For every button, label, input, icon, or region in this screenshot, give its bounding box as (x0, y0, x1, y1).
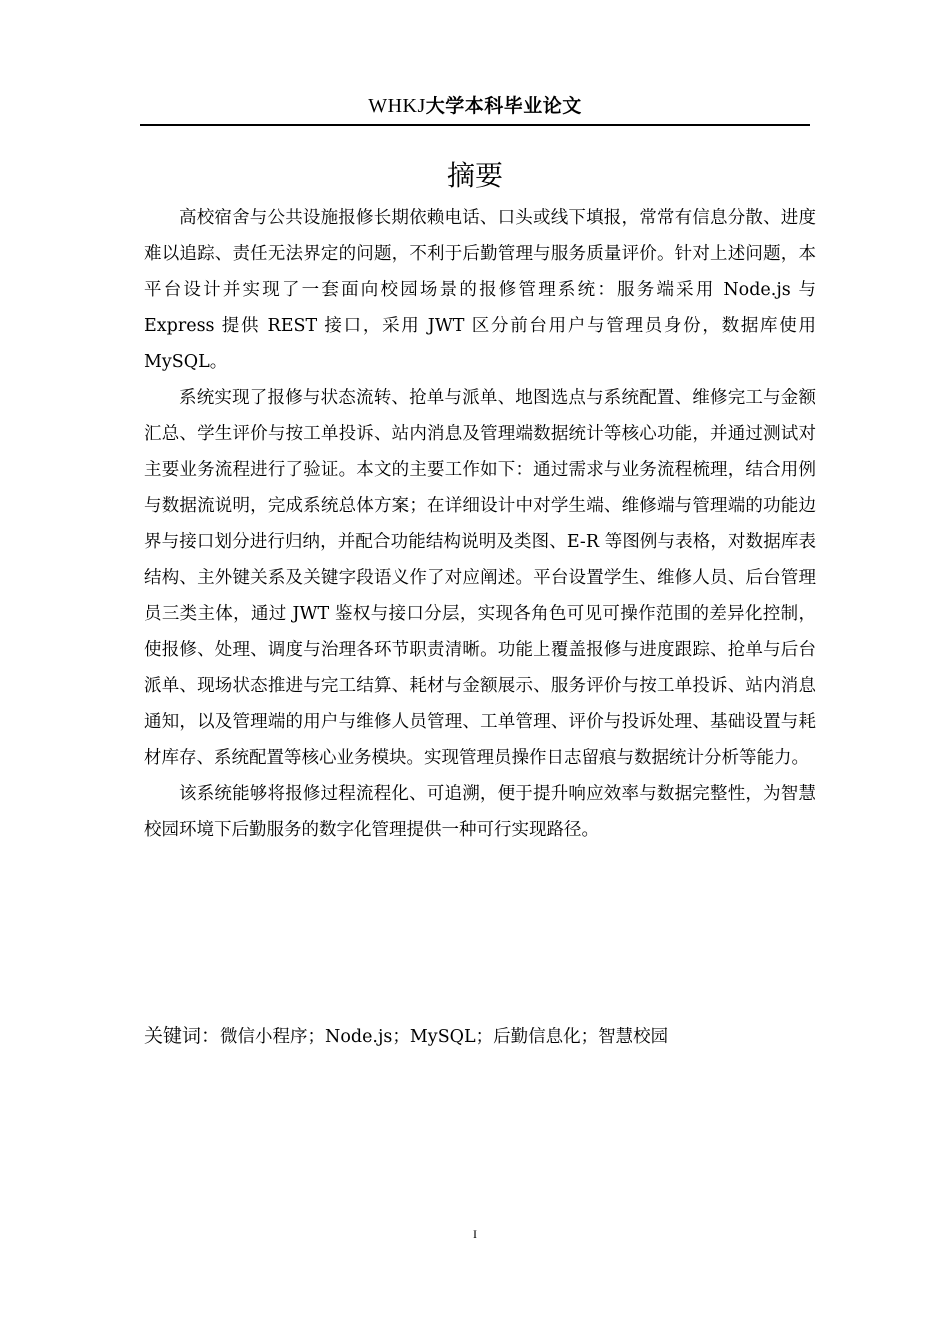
abstract-paragraph-3: 该系统能够将报修过程流程化、可追溯，便于提升响应效率与数据完整性，为智慧校园环境下后勤服务的数字化管理提供一种可行实现路径。 (144, 784, 816, 840)
abstract-paragraph-2: 系统实现了报修与状态流转、抢单与派单、地图选点与系统配置、维修完工与金额汇总、学生评价与按工单投诉、站内消息及管理端数据统计等核心功能，并通过测试对主要业务流程进行了验证。本文的主要工作如下：通过需求与业务流程梳理，结合用例与数据流说明，完成系统总体方案；在详细设计中对学生端、维修端与管理端的功能边界与接口划分进行归纳，并配合功能结构说明及类图、E-R 等图例与表格，对数据库表结构、主外键关系及关键字段语义作了对应阐述。平台设置学生、维修人员、后台管理员三类主体，通过 JWT 鉴权与接口分层，实现各角色可见可操作范围的差异化控制，使报修、处理、调度与治理各环节职责清晰。功能上覆盖报修与进度跟踪、抢单与后台派单、现场状态推进与完工结算、耗材与金额展示、服务评价与按工单投诉、站内消息通知，以及管理端的用户与维修人员管理、工单管理、评价与投诉处理、基础设置与耗材库存、系统配置等核心业务模块。实现管理员操作日志留痕与数据统计分析等能力。 (144, 388, 816, 768)
running-header (140, 92, 810, 120)
keywords-label: 关键词： (144, 1025, 221, 1047)
header-prefix: WHKJ (368, 95, 426, 117)
abstract-title: 摘要 (446, 159, 503, 192)
abstract-body (144, 200, 816, 848)
keywords-line (144, 1018, 816, 1055)
header-rule (140, 124, 810, 126)
page-number: I (473, 1227, 477, 1241)
keywords-value: 微信小程序；Node.js；MySQL；后勤信息化；智慧校园 (220, 1027, 669, 1047)
abstract-paragraph-1: 高校宿舍与公共设施报修长期依赖电话、口头或线下填报，常常有信息分散、进度难以追踪、责任无法界定的问题，不利于后勤管理与服务质量评价。针对上述问题，本平台设计并实现了一套面向校园场景的报修管理系统：服务端采用 Node.js 与 Express 提供 REST 接口，采用 JWT 区分前台用户与管理员身份，数据库使用 MySQL。 (144, 208, 816, 372)
header-university: 大学本科毕业论文 (425, 95, 582, 117)
